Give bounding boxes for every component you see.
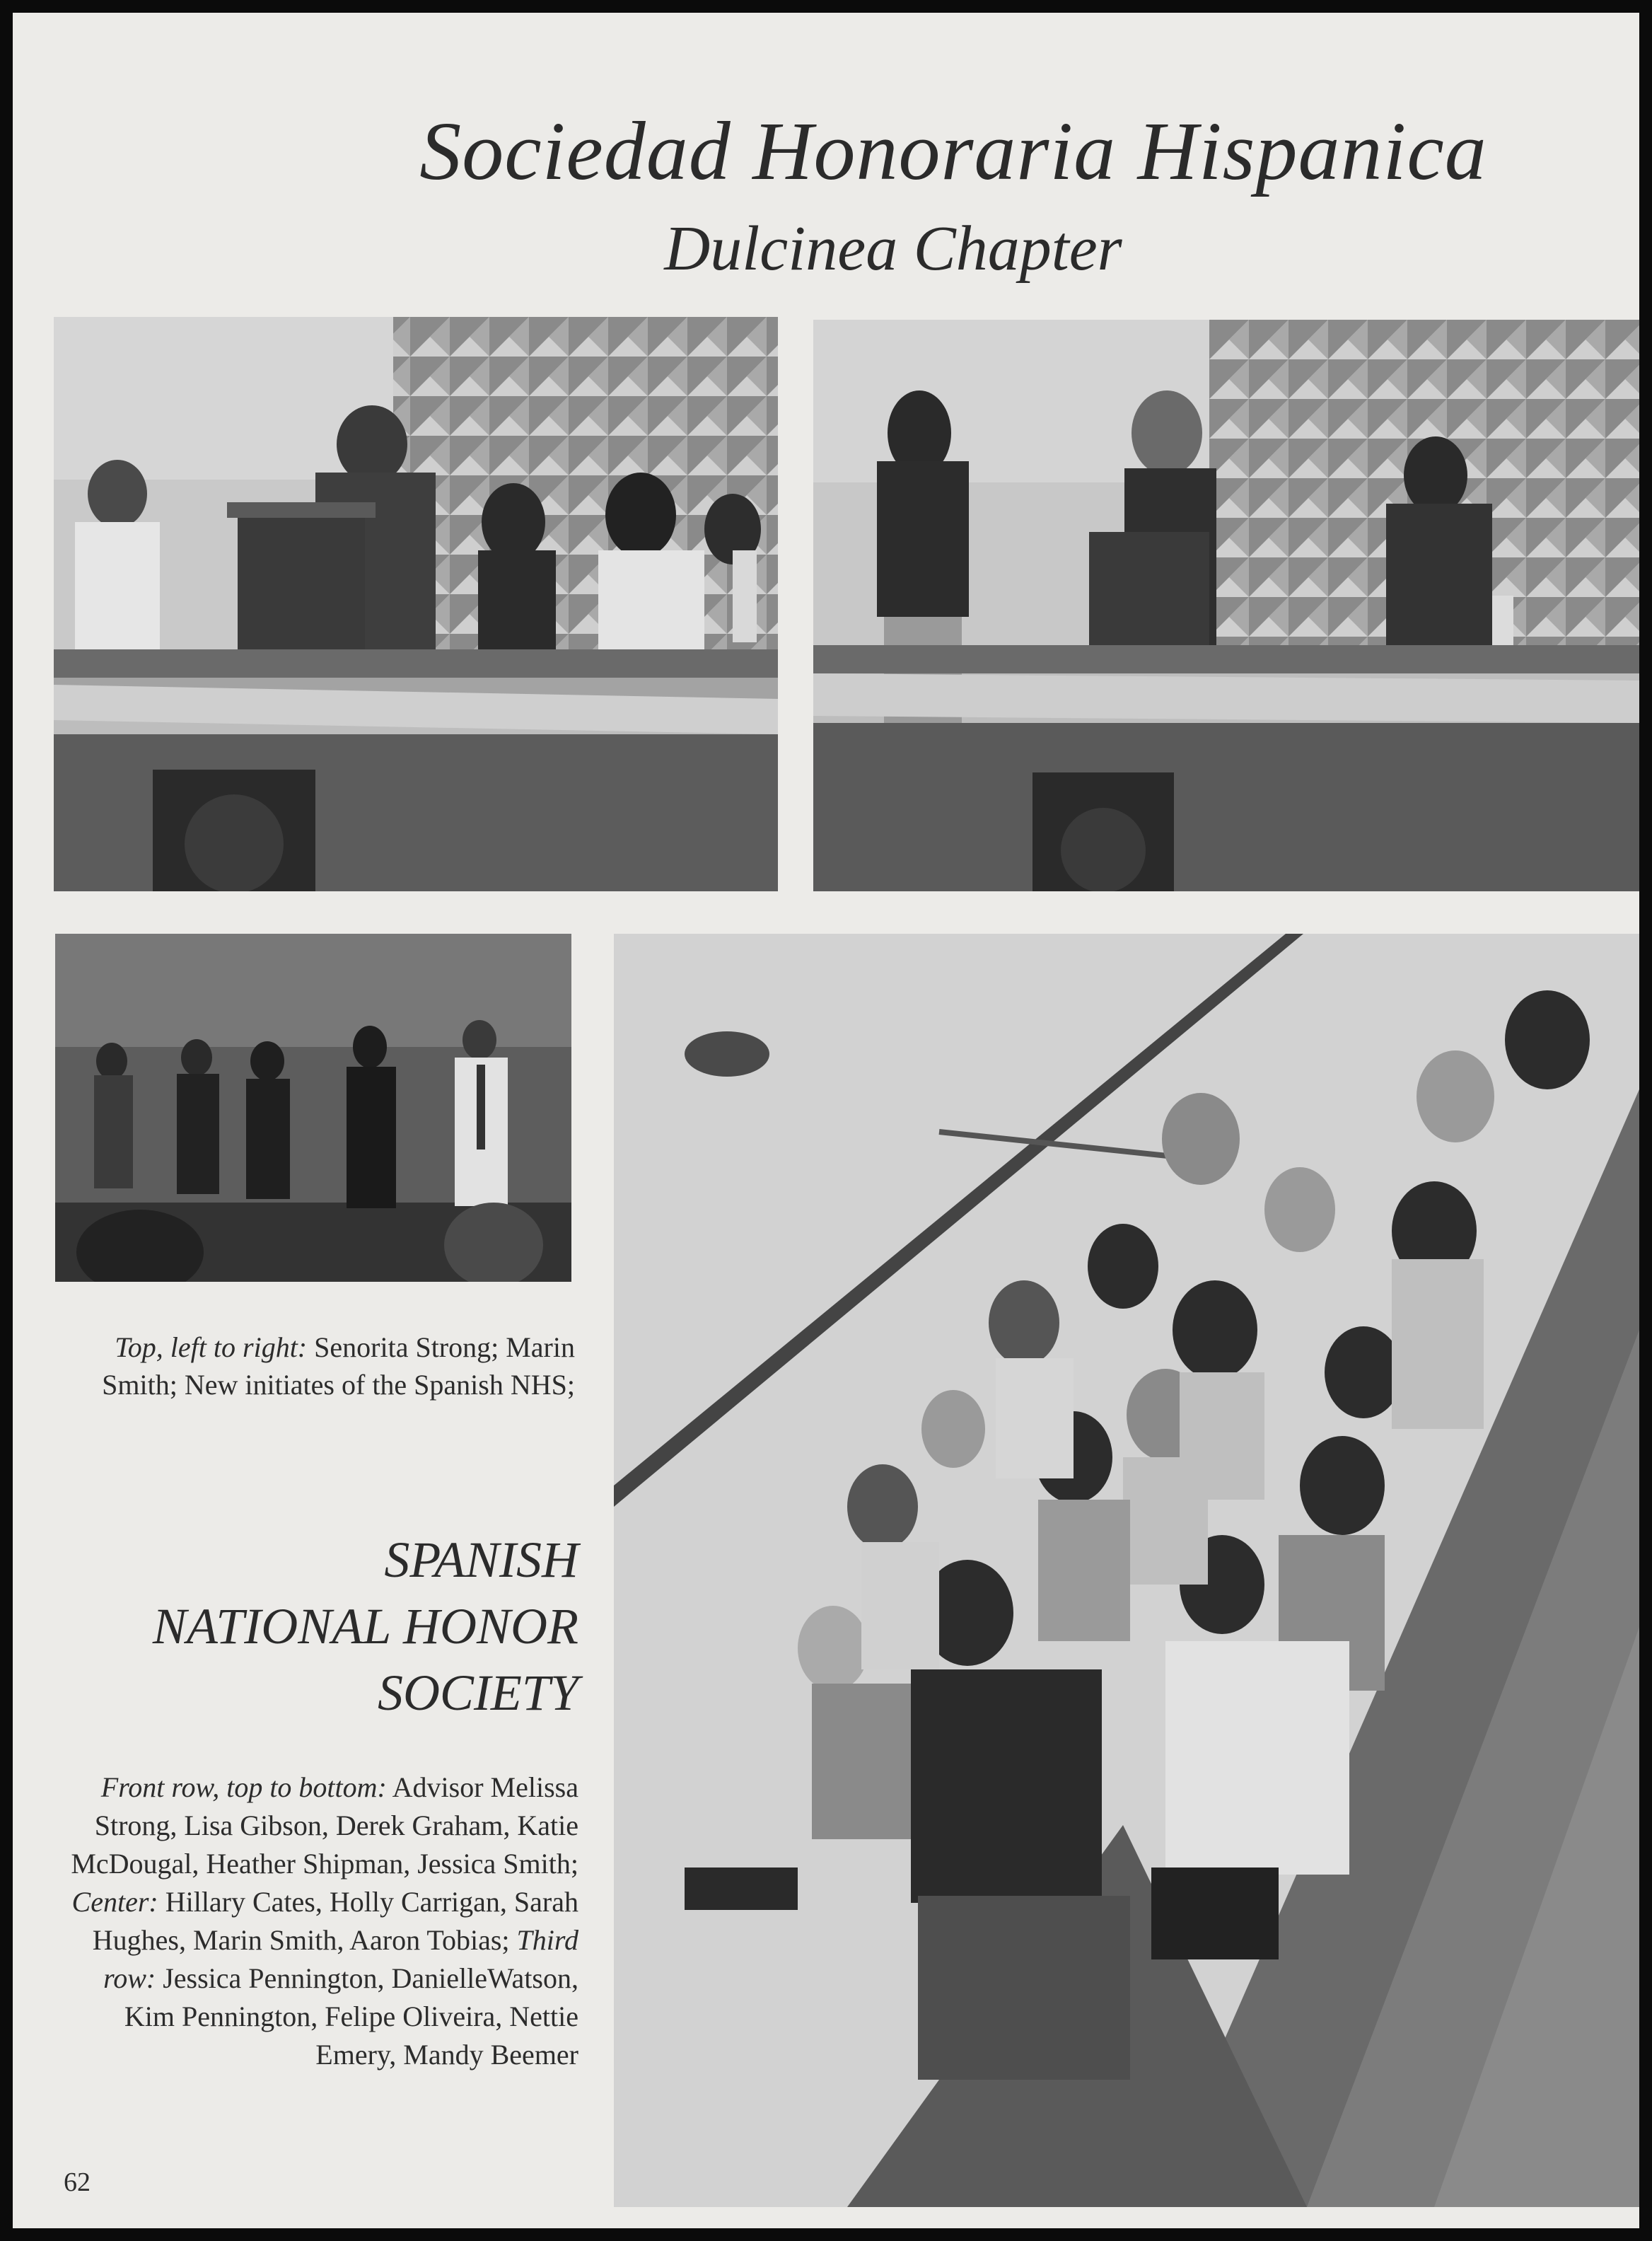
page-title: Sociedad Honoraria Hispanica bbox=[419, 105, 1487, 197]
credits-front-label: Front row, top to bottom: bbox=[100, 1771, 387, 1803]
photo-podium-two-speakers bbox=[813, 320, 1639, 891]
credits-center-label: Center: bbox=[71, 1886, 158, 1918]
section-heading bbox=[55, 1527, 578, 1726]
section-heading-line2: NATIONAL HONOR bbox=[152, 1598, 578, 1655]
credits-third-label: Third row: bbox=[103, 1924, 578, 1994]
caption-text: Senorita Strong; Marin Smith; New initiates of the Spanish NHS; bbox=[102, 1331, 575, 1401]
name-credits bbox=[55, 1768, 578, 2074]
credits-third-names: Jessica Pennington, DanielleWatson, Kim Pennington, Felipe Oliveira, Nettie Emery, Mandy Beemer bbox=[124, 1962, 578, 2071]
credits-center-names: Hillary Cates, Holly Carrigan, Sarah Hughes, Marin Smith, Aaron Tobias; bbox=[92, 1886, 578, 1956]
section-heading-line1: SPANISH bbox=[384, 1531, 578, 1588]
section-heading-line3: SOCIETY bbox=[377, 1664, 578, 1721]
photo-podium-speaker bbox=[54, 317, 778, 891]
photo-group-bleachers bbox=[614, 934, 1639, 2207]
photo-caption bbox=[55, 1328, 575, 1403]
page-subtitle: Dulcinea Chapter bbox=[664, 214, 1122, 284]
caption-lead: Top, left to right: bbox=[115, 1331, 308, 1363]
yearbook-page bbox=[13, 13, 1639, 2228]
credits-front-names: Advisor Melissa Strong, Lisa Gibson, Derek Graham, Katie McDougal, Heather Shipman, Jessica Smith; bbox=[71, 1771, 578, 1880]
photo-new-initiates bbox=[55, 934, 571, 1282]
page-number: 62 bbox=[64, 2167, 91, 2197]
